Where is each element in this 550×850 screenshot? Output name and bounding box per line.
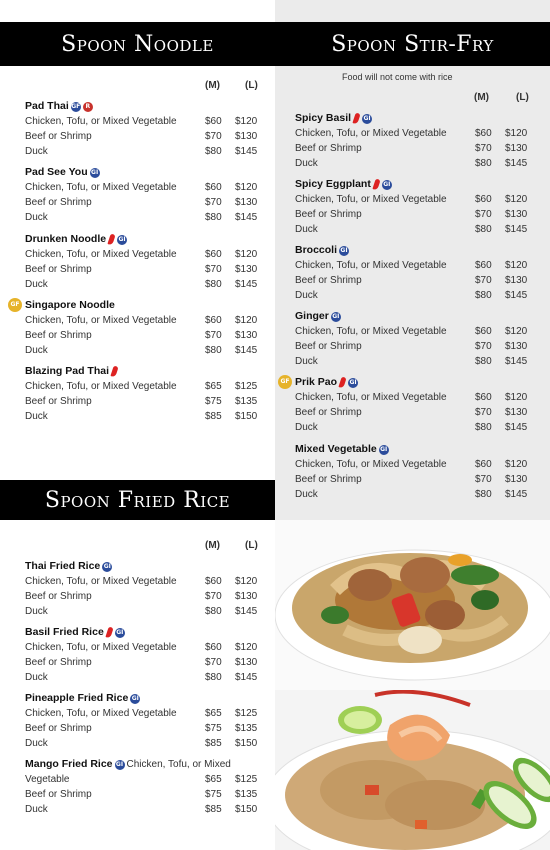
chili-icon (110, 365, 118, 377)
dish-name: Mango Fried Rice (25, 758, 113, 770)
option-desc: Beef or Shrimp (295, 275, 362, 286)
option-desc: Beef or Shrimp (295, 407, 362, 418)
option-desc: Beef or Shrimp (25, 264, 92, 275)
gluten-free-icon: GI (115, 760, 124, 768)
stirfry-section-title: Spoon Stir-Fry (275, 22, 550, 66)
price-l: $145 (505, 422, 528, 433)
price-m: $80 (475, 489, 492, 500)
gluten-free-icon: GI (363, 114, 371, 122)
option-desc: Duck (25, 804, 48, 815)
price-m: $60 (475, 392, 492, 403)
price-m: $70 (205, 657, 222, 668)
option-desc: Beef or Shrimp (25, 723, 92, 734)
option-desc: Chicken, Tofu, or Mixed Vegetable (25, 381, 177, 392)
gluten-free-icon: GF (71, 102, 81, 110)
price-m: $80 (475, 224, 492, 235)
rice-dish (25, 559, 275, 619)
dish-name: Thai Fried Rice (25, 560, 101, 572)
price-m: $65 (205, 708, 222, 719)
price-m: $75 (205, 723, 222, 734)
price-l: $135 (235, 396, 258, 407)
price-m: $70 (205, 197, 222, 208)
price-l: $120 (505, 194, 528, 205)
price-l: $135 (235, 723, 258, 734)
option-desc: Beef or Shrimp (25, 330, 92, 341)
price-m: $60 (205, 576, 222, 587)
chili-icon (372, 178, 380, 190)
price-l: $130 (505, 474, 528, 485)
chef-special-icon: GF (8, 298, 22, 312)
price-m: $70 (475, 407, 492, 418)
option-desc: Beef or Shrimp (295, 341, 362, 352)
dish-name: Basil Fried Rice (25, 626, 104, 638)
price-m: $70 (475, 341, 492, 352)
price-m: $80 (205, 606, 222, 617)
price-m: $80 (475, 290, 492, 301)
noodle-section-title: Spoon Noodle (0, 22, 275, 66)
price-m: $80 (475, 422, 492, 433)
price-l: $130 (235, 657, 258, 668)
price-l: $130 (505, 341, 528, 352)
stirfry-dish (295, 111, 545, 171)
dish-name: Singapore Noodle (25, 299, 115, 311)
price-l: $130 (505, 143, 528, 154)
option-desc: Beef or Shrimp (295, 474, 362, 485)
option-desc: Chicken, Tofu, or Mixed Vegetable (295, 128, 447, 139)
noodle-dish (25, 298, 275, 358)
option-desc: Duck (25, 345, 48, 356)
price-l: $120 (505, 128, 528, 139)
stirfry-note: Food will not come with rice (342, 72, 453, 82)
price-l: $130 (235, 330, 258, 341)
price-m: $60 (475, 194, 492, 205)
price-l: $120 (505, 392, 528, 403)
stirfry-col-l: (L) (516, 92, 529, 103)
noodle-col-l: (L) (245, 80, 258, 91)
option-desc: Chicken, Tofu, or Mixed Vegetable (295, 392, 447, 403)
price-l: $150 (235, 738, 258, 749)
price-m: $60 (475, 459, 492, 470)
option-desc: Duck (25, 411, 48, 422)
price-m: $85 (205, 804, 222, 815)
dish-name: Blazing Pad Thai (25, 365, 110, 377)
price-m: $70 (205, 264, 222, 275)
dish-name: Pineapple Fried Rice (25, 692, 129, 704)
fried-rice-photo (275, 690, 550, 850)
price-l: $145 (235, 279, 258, 290)
option-desc: Duck (25, 672, 48, 683)
price-l: $130 (505, 275, 528, 286)
option-desc: Chicken, Tofu, or Mixed Vegetable (295, 260, 447, 271)
price-l: $120 (235, 249, 258, 260)
price-l: $130 (505, 209, 528, 220)
price-m: $80 (475, 158, 492, 169)
rice-col-m: (M) (205, 540, 220, 551)
noodle-plate-illustration (275, 520, 550, 690)
price-l: $130 (505, 407, 528, 418)
gluten-free-icon: GI (380, 445, 388, 453)
price-l: $145 (235, 606, 258, 617)
price-m: $80 (475, 356, 492, 367)
price-l: $145 (235, 212, 258, 223)
price-l: $120 (505, 326, 528, 337)
gluten-free-icon: GI (131, 694, 139, 702)
price-l: $145 (505, 489, 528, 500)
stirfry-col-m: (M) (474, 92, 489, 103)
option-desc: Duck (25, 606, 48, 617)
rice-dish (25, 691, 275, 751)
gluten-free-icon: GI (118, 235, 126, 243)
rice-dish (25, 757, 275, 817)
price-l: $135 (235, 789, 258, 800)
option-desc: Duck (25, 738, 48, 749)
price-m: $70 (475, 474, 492, 485)
recommended-icon: R (83, 102, 93, 112)
option-desc: Duck (25, 212, 48, 223)
price-m: $85 (205, 411, 222, 422)
option-desc: Duck (295, 356, 318, 367)
gluten-free-icon: GI (332, 312, 340, 320)
noodle-dish (25, 165, 275, 225)
price-m: $70 (475, 275, 492, 286)
price-m: $60 (475, 260, 492, 271)
option-desc: Duck (295, 422, 318, 433)
price-m: $60 (205, 315, 222, 326)
noodle-dish (25, 364, 275, 424)
option-desc: Chicken, Tofu, or Mixed Vegetable (25, 182, 177, 193)
price-l: $120 (235, 116, 258, 127)
option-desc: Chicken, Tofu, or Mixed Vegetable (295, 326, 447, 337)
option-desc: Beef or Shrimp (25, 396, 92, 407)
option-desc: Duck (295, 489, 318, 500)
gluten-free-icon: GI (103, 562, 111, 570)
option-desc: Chicken, Tofu, or Mixed Vegetable (25, 708, 177, 719)
gluten-free-icon: GI (116, 628, 124, 636)
option-desc: Duck (295, 158, 318, 169)
chili-icon (108, 233, 116, 245)
rice-dish (25, 625, 275, 685)
option-desc: Chicken, Tofu, or Mixed Vegetable (295, 194, 447, 205)
dish-name: Prik Pao (295, 376, 338, 388)
price-l: $150 (235, 804, 258, 815)
price-l: $150 (235, 411, 258, 422)
price-l: $145 (235, 672, 258, 683)
option-desc: Duck (25, 279, 48, 290)
dish-name: Drunken Noodle (25, 233, 107, 245)
price-l: $120 (235, 642, 258, 653)
price-l: $120 (505, 260, 528, 271)
option-desc: Vegetable (25, 774, 70, 785)
price-m: $65 (205, 381, 222, 392)
price-l: $145 (505, 356, 528, 367)
price-m: $80 (205, 345, 222, 356)
option-desc: Duck (25, 146, 48, 157)
price-m: $80 (205, 146, 222, 157)
chili-icon (352, 112, 360, 124)
stirfry-dish (295, 177, 545, 237)
option-desc: Beef or Shrimp (295, 143, 362, 154)
price-l: $120 (235, 576, 258, 587)
noodle-dish-photo (275, 520, 550, 690)
dish-name: Spicy Eggplant (295, 178, 371, 190)
price-m: $80 (205, 672, 222, 683)
noodle-dish (25, 232, 275, 292)
dish-inline-option: Chicken, Tofu, or Mixed (126, 759, 231, 770)
price-m: $70 (205, 330, 222, 341)
gluten-free-icon: GI (383, 180, 391, 188)
chili-icon (338, 376, 346, 388)
option-desc: Chicken, Tofu, or Mixed Vegetable (25, 249, 177, 260)
price-l: $145 (505, 158, 528, 169)
rice-section-title: Spoon Fried Rice (0, 480, 275, 520)
dish-name: Mixed Vegetable (295, 443, 377, 455)
rice-col-l: (L) (245, 540, 258, 551)
option-desc: Beef or Shrimp (25, 197, 92, 208)
gluten-free-icon: GI (349, 378, 357, 386)
stirfry-dish (295, 375, 545, 435)
price-l: $120 (235, 182, 258, 193)
price-l: $130 (235, 264, 258, 275)
option-desc: Beef or Shrimp (25, 789, 92, 800)
price-l: $125 (235, 774, 258, 785)
price-l: $120 (235, 315, 258, 326)
price-m: $60 (205, 249, 222, 260)
fried-rice-plate-illustration (275, 690, 550, 850)
price-m: $75 (205, 789, 222, 800)
price-m: $60 (475, 128, 492, 139)
option-desc: Beef or Shrimp (25, 657, 92, 668)
dish-name: Broccoli (295, 244, 338, 256)
price-l: $125 (235, 381, 258, 392)
dish-name: Pad Thai (25, 100, 69, 112)
option-desc: Beef or Shrimp (25, 131, 92, 142)
price-m: $75 (205, 396, 222, 407)
price-m: $60 (205, 182, 222, 193)
chef-special-icon: GF (278, 375, 292, 389)
dish-name: Spicy Basil (295, 112, 352, 124)
price-m: $80 (205, 212, 222, 223)
option-desc: Duck (295, 224, 318, 235)
noodle-col-m: (M) (205, 80, 220, 91)
price-l: $125 (235, 708, 258, 719)
stirfry-dish (295, 442, 545, 502)
price-l: $130 (235, 197, 258, 208)
price-l: $145 (235, 345, 258, 356)
dish-name: Pad See You (25, 166, 88, 178)
price-l: $145 (505, 224, 528, 235)
option-desc: Chicken, Tofu, or Mixed Vegetable (25, 116, 177, 127)
price-l: $130 (235, 591, 258, 602)
option-desc: Chicken, Tofu, or Mixed Vegetable (295, 459, 447, 470)
price-m: $65 (205, 774, 222, 785)
price-m: $60 (475, 326, 492, 337)
option-desc: Duck (295, 290, 318, 301)
option-desc: Chicken, Tofu, or Mixed Vegetable (25, 315, 177, 326)
gluten-free-icon: GI (340, 246, 348, 254)
stirfry-dish (295, 243, 545, 303)
price-l: $120 (505, 459, 528, 470)
price-m: $60 (205, 116, 222, 127)
price-m: $70 (205, 131, 222, 142)
gluten-free-icon: GI (91, 168, 99, 176)
noodle-dish (25, 99, 275, 159)
price-m: $85 (205, 738, 222, 749)
chili-icon (105, 626, 113, 638)
price-l: $145 (505, 290, 528, 301)
option-desc: Beef or Shrimp (295, 209, 362, 220)
price-m: $80 (205, 279, 222, 290)
price-m: $70 (475, 143, 492, 154)
price-m: $70 (205, 591, 222, 602)
option-desc: Chicken, Tofu, or Mixed Vegetable (25, 642, 177, 653)
price-m: $60 (205, 642, 222, 653)
price-m: $70 (475, 209, 492, 220)
option-desc: Chicken, Tofu, or Mixed Vegetable (25, 576, 177, 587)
option-desc: Beef or Shrimp (25, 591, 92, 602)
price-l: $145 (235, 146, 258, 157)
stirfry-dish (295, 309, 545, 369)
price-l: $130 (235, 131, 258, 142)
dish-name: Ginger (295, 310, 329, 322)
